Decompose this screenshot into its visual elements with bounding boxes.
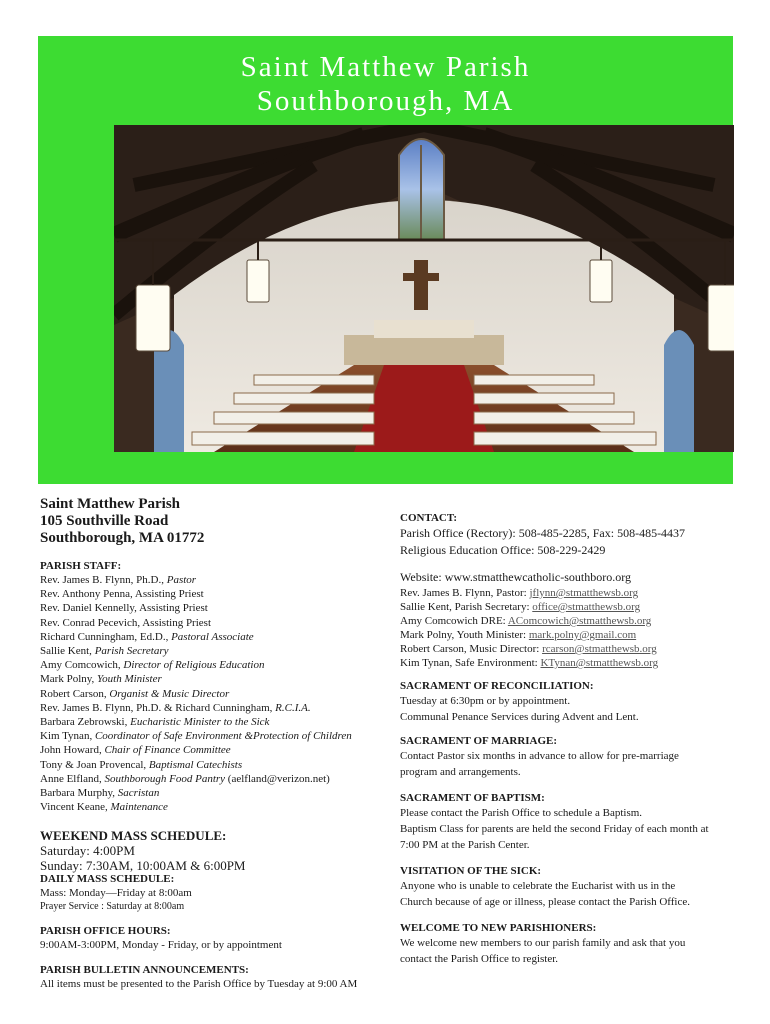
contact-email-label: Robert Carson, Music Director: [400, 643, 543, 655]
staff-name: Rev. James B. Flynn, Ph.D. & Richard Cunningham, [40, 701, 276, 714]
baptism-heading: SACRAMENT OF BAPTISM: [400, 792, 545, 804]
staff-role: Maintenance [110, 801, 168, 814]
contact-religious-ed: Religious Education Office: 508-229-2429 [400, 543, 606, 557]
staff-name: Robert Carson, [40, 687, 110, 700]
contact-email-label: Kim Tynan, Safe Environment: [400, 657, 541, 669]
contact-email-label: Rev. James B. Flynn, Pastor: [400, 587, 530, 599]
staff-row [40, 672, 390, 686]
staff-row [40, 743, 390, 757]
contact-email-link[interactable]: KTynan@stmatthewsb.org [540, 657, 659, 669]
staff-row [40, 786, 390, 800]
contact-email-link[interactable]: jflynn@stmatthewsb.org [529, 587, 639, 599]
staff-name: Amy Comcowich, [40, 659, 124, 672]
staff-role: Director of Religious Education [123, 659, 265, 672]
staff-row [40, 644, 390, 658]
reconciliation-heading: SACRAMENT OF RECONCILIATION: [400, 680, 594, 692]
staff-name: Kim Tynan, [40, 730, 95, 743]
sick-heading: VISITATION OF THE SICK: [400, 865, 542, 877]
staff-name: Tony & Joan Provencal, [40, 758, 149, 771]
contact-heading: CONTACT: [400, 512, 458, 524]
right-column [400, 496, 740, 967]
staff-row [40, 772, 390, 786]
baptism-line-2: Baptism Class for parents are held the second Friday of each month at [400, 823, 709, 835]
contact-email-row [400, 586, 740, 600]
staff-name: Rev. Anthony Penna, Assisting Priest [40, 588, 204, 601]
staff-role: Sacristan [117, 787, 160, 800]
staff-name: Barbara Murphy, [40, 787, 118, 800]
contact-email-row [400, 642, 740, 656]
staff-role: Parish Secretary [94, 645, 169, 658]
page-title [38, 50, 733, 118]
staff-role: Baptismal Catechists [148, 758, 243, 771]
bulletin-heading: PARISH BULLETIN ANNOUNCEMENTS: [40, 963, 249, 976]
staff-role: Youth Minister [97, 673, 162, 686]
baptism-line-1: Please contact the Parish Office to schedule a Baptism. [400, 807, 643, 819]
staff-row [40, 658, 390, 672]
contact-email-label: Amy Comcowich DRE: [400, 615, 508, 627]
staff-role: Coordinator of Safe Environment &Protection of Children [94, 730, 352, 743]
weekend-sunday: Sunday: 7:30AM, 10:00AM & 6:00PM [40, 858, 246, 874]
staff-name: Richard Cunningham, Ed.D., [40, 630, 172, 643]
staff-row [40, 701, 390, 715]
staff-row [40, 687, 390, 701]
title-line-2: Southborough, MA [256, 85, 515, 117]
parish-street: 105 Southville Road [40, 513, 169, 529]
staff-role: Southborough Food Pantry [104, 772, 226, 785]
staff-role: Organist & Music Director [109, 687, 230, 700]
contact-email-link[interactable]: AComcowich@stmatthewsb.org [507, 615, 652, 627]
staff-row [40, 800, 390, 814]
daily-mass: Mass: Monday—Friday at 8:00am [40, 887, 192, 900]
staff-heading: PARISH STAFF: [40, 560, 122, 572]
office-hours-heading: PARISH OFFICE HOURS: [40, 924, 171, 937]
marriage-line-2: program and arrangements. [400, 766, 521, 778]
baptism-line-3: 7:00 PM at the Parish Center. [400, 839, 530, 851]
daily-mass-heading: DAILY MASS SCHEDULE: [40, 873, 175, 886]
staff-role: R.C.I.A. [275, 701, 311, 714]
header-banner [38, 36, 733, 484]
staff-role: Pastoral Associate [171, 630, 254, 643]
contact-email-label: Sallie Kent, Parish Secretary: [400, 601, 533, 613]
staff-name: Rev. Daniel Kennelly, Assisting Priest [40, 602, 208, 615]
weekend-saturday: Saturday: 4:00PM [40, 843, 135, 859]
contact-email-row [400, 614, 740, 628]
parish-name: Saint Matthew Parish [40, 496, 180, 512]
church-illustration [114, 125, 734, 452]
staff-name: Mark Polny, [40, 673, 98, 686]
staff-role: Chair of Finance Committee [104, 744, 231, 757]
contact-email-row [400, 656, 740, 670]
reconciliation-line-1: Tuesday at 6:30pm or by appointment. [400, 695, 571, 707]
contact-email-link[interactable]: office@stmatthewsb.org [532, 601, 641, 613]
staff-name: Rev. Conrad Pecevich, Assisting Priest [40, 616, 211, 629]
staff-row [40, 573, 390, 587]
contact-website[interactable]: Website: www.stmatthewcatholic-southboro.org [400, 570, 631, 584]
marriage-line-1: Contact Pastor six months in advance to allow for pre-marriage [400, 750, 679, 762]
sick-line-1: Anyone who is unable to celebrate the Eucharist with us in the [400, 880, 676, 892]
staff-name: Sallie Kent, [40, 645, 95, 658]
staff-name: Vincent Keane, [40, 801, 111, 814]
staff-list [40, 573, 390, 814]
contact-phone: Parish Office (Rectory): 508-485-2285, Fax: 508-485-4437 [400, 526, 686, 540]
contact-email-row [400, 628, 740, 642]
contact-email-label: Mark Polny, Youth Minister: [400, 629, 529, 641]
weekend-mass-heading: WEEKEND MASS SCHEDULE: [40, 828, 227, 844]
staff-row [40, 601, 390, 615]
staff-row [40, 715, 390, 729]
staff-name: Anne Elfland, [40, 772, 105, 785]
contact-email-link[interactable]: rcarson@stmatthewsb.org [542, 643, 657, 655]
parish-city: Southborough, MA 01772 [40, 530, 205, 546]
email-list [400, 586, 740, 670]
staff-row [40, 630, 390, 644]
staff-name: Rev. James B. Flynn, Ph.D., [40, 574, 167, 586]
sick-line-2: Church because of age or illness, please contact the Parish Office. [400, 896, 690, 908]
daily-prayer: Prayer Service : Saturday at 8:00am [40, 900, 185, 912]
contact-email-row [400, 600, 740, 614]
staff-name: John Howard, [40, 744, 105, 757]
staff-name: Barbara Zebrowski, [40, 716, 131, 729]
welcome-line-1: We welcome new members to our parish family and ask that you [400, 937, 686, 949]
staff-row [40, 758, 390, 772]
welcome-heading: WELCOME TO NEW PARISHIONERS: [400, 922, 597, 934]
left-column [40, 496, 390, 991]
staff-role: Eucharistic Minister to the Sick [130, 716, 270, 729]
office-hours: 9:00AM-3:00PM, Monday - Friday, or by appointment [40, 938, 282, 951]
welcome-line-2: contact the Parish Office to register. [400, 953, 559, 965]
parish-address [40, 496, 390, 547]
marriage-heading: SACRAMENT OF MARRIAGE: [400, 735, 558, 747]
staff-role: Pastor [166, 574, 197, 586]
reconciliation-line-2: Communal Penance Services during Advent and Lent. [400, 711, 639, 723]
staff-row [40, 616, 390, 630]
title-line-1: Saint Matthew Parish [240, 51, 531, 83]
church-interior-photo [114, 125, 734, 452]
bulletin-text: All items must be presented to the Parish Office by Tuesday at 9:00 AM [40, 977, 358, 990]
contact-email-link[interactable]: mark.polny@gmail.com [528, 629, 637, 641]
staff-row [40, 587, 390, 601]
staff-email: (aelfland@verizon.net) [225, 772, 330, 785]
staff-row [40, 729, 390, 743]
